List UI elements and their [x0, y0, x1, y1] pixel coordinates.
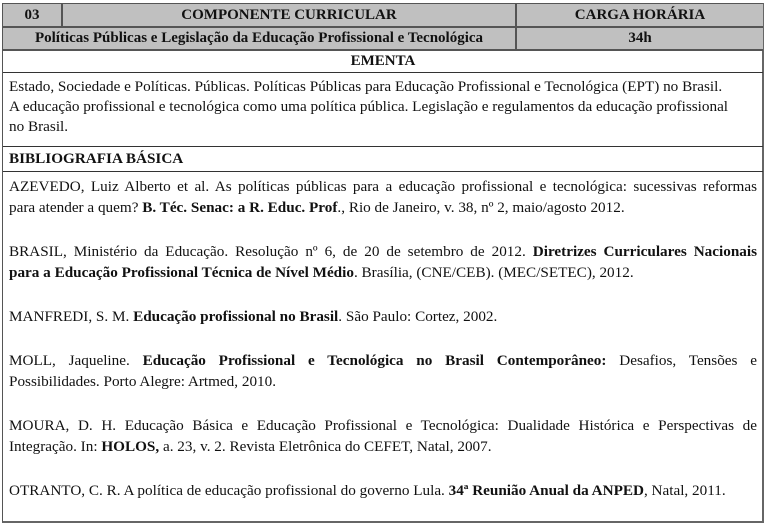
reference-line — [9, 241, 757, 262]
reference-text: para atender a quem? — [9, 199, 143, 216]
reference-text: . Brasília, (CNE/CEB). (MEC/SETEC), 2012. — [353, 264, 634, 281]
reference-item — [9, 350, 757, 392]
reference-line — [9, 350, 757, 371]
bibliography-title: BIBLIOGRAFIA BÁSICA — [9, 150, 184, 167]
reference-text: MANFREDI, S. M. — [9, 308, 134, 325]
reference-text: ., Rio de Janeiro, v. 38, nº 2, maio/agosto 2012. — [337, 199, 625, 216]
reference-line — [9, 197, 757, 218]
ementa-line: A educação profissional e tecnológica como uma política pública. Legislação e regulamentos da educação profissional — [9, 98, 729, 115]
ementa-header-row — [3, 51, 763, 73]
reference-title: B. Téc. Senac: a R. Educ. Prof — [142, 199, 338, 216]
reference-item — [9, 480, 757, 501]
reference-text: MOLL, Jaqueline. — [9, 352, 143, 369]
reference-text: a. 23, v. 2. Revista Eletrônica do CEFET, Natal, 2007. — [159, 438, 492, 455]
reference-line — [9, 480, 757, 501]
bibliography-header-row — [3, 147, 763, 172]
reference-line — [9, 176, 757, 197]
reference-title: para a Educação Profissional Técnica de Nível Médio — [9, 264, 354, 281]
reference-text: AZEVEDO, Luiz Alberto et al. As políticas públicas para a educação profissional e tecnológica: sucessivas reformas — [9, 178, 757, 195]
component-number: 03 — [3, 4, 63, 26]
reference-item — [9, 415, 757, 457]
reference-title: HOLOS, — [101, 438, 160, 455]
reference-line: MOURA, D. H. Educação Básica e Educação Profissional e Tecnológica: Dualidade Histórica e Perspectivas de — [9, 417, 757, 434]
reference-title: Educação profissional no Brasil — [133, 308, 339, 325]
reference-text: Desafios, Tensões e — [606, 352, 757, 369]
component-name: Políticas Públicas e Legislação da Educação Profissional e Tecnológica — [3, 28, 517, 49]
reference-text: , Natal, 2011. — [643, 482, 726, 499]
reference-item — [9, 176, 757, 218]
header-row — [3, 4, 763, 28]
component-row — [3, 28, 763, 51]
reference-line — [9, 262, 757, 283]
component-label: COMPONENTE CURRICULAR — [63, 4, 517, 26]
reference-text: OTRANTO, C. R. A política de educação profissional do governo Lula. — [9, 482, 449, 499]
reference-line: Possibilidades. Porto Alegre: Artmed, 2010. — [9, 373, 277, 390]
reference-line — [9, 306, 757, 327]
reference-item — [9, 241, 757, 283]
ementa-title: EMENTA — [350, 53, 416, 69]
bibliography-body — [3, 172, 763, 522]
workload-value: 34h — [517, 28, 763, 49]
ementa-line: Estado, Sociedade e Políticas. Públicas. Políticas Públicas para Educação Profissional e Tecnológica (EPT) no Brasil. — [9, 78, 723, 95]
reference-text: BRASIL, Ministério da Educação. Resolução nº 6, de 20 de setembro de 2012. — [9, 243, 533, 260]
ementa-body — [3, 73, 763, 147]
reference-text: Integração. In: — [9, 438, 102, 455]
reference-line — [9, 436, 757, 457]
reference-text: . São Paulo: Cortez, 2002. — [338, 308, 498, 325]
reference-title: 34ª Reunião Anual da ANPED — [448, 482, 644, 499]
workload-label: CARGA HORÁRIA — [517, 4, 763, 26]
reference-title: Educação Profissional e Tecnológica no Brasil Contemporâneo: — [142, 352, 607, 369]
ementa-line: no Brasil. — [9, 118, 69, 135]
reference-title: Diretrizes Curriculares Nacionais — [532, 243, 758, 260]
reference-item — [9, 306, 757, 327]
curriculum-table — [2, 3, 764, 523]
